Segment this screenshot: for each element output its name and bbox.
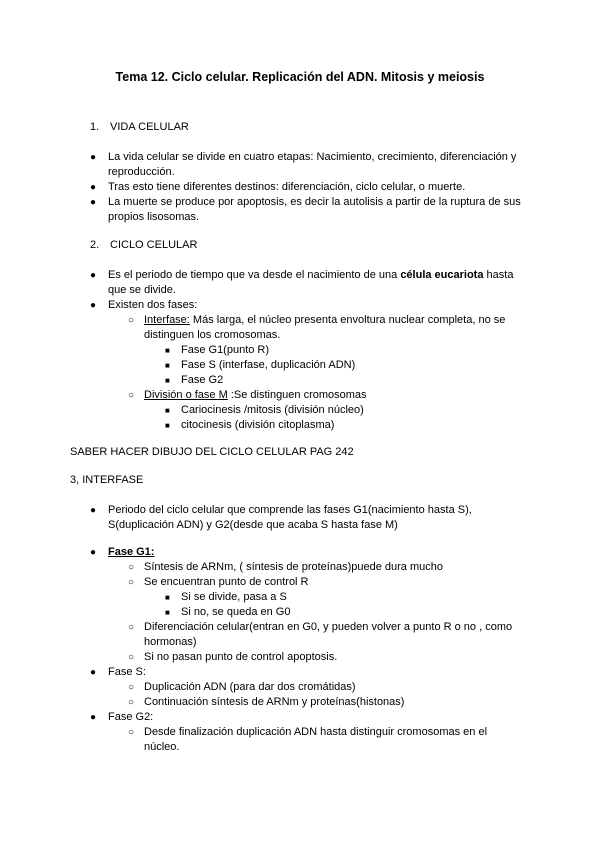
circle-bullet-icon: ○: [128, 562, 135, 573]
bullet-icon: ●: [90, 667, 97, 678]
list-item-fase-s: Fase S:: [108, 666, 146, 678]
square-bullet-icon: ■: [165, 346, 170, 355]
circle-bullet-icon: ○: [128, 697, 135, 708]
bullet-icon: ●: [90, 712, 97, 723]
sub-item: Duplicación ADN (para dar dos cromátidas): [144, 681, 356, 693]
sub-item: Diferenciación celular(entran en G0, y pueden volver a punto R o no , como: [144, 621, 513, 633]
text-run: Es el periodo de tiempo que va desde el nacimiento de una: [108, 269, 401, 281]
bullet-icon: ●: [90, 152, 97, 163]
sub-item: Si no pasan punto de control apoptosis.: [144, 651, 338, 663]
circle-bullet-icon: ○: [128, 622, 135, 633]
circle-bullet-icon: ○: [128, 682, 135, 693]
section-heading-ciclo-celular: [90, 238, 197, 253]
sub-item: [144, 313, 524, 328]
list-item: [108, 268, 538, 283]
square-bullet-icon: ■: [165, 361, 170, 370]
list-item-continuation: S(duplicación ADN) y G2(desde que acaba S hasta fase M): [108, 519, 398, 531]
bullet-icon: ●: [90, 197, 97, 208]
list-item-fase-g2: Fase G2:: [108, 711, 154, 723]
bullet-icon: ●: [90, 182, 97, 193]
list-item-fase-g1: Fase G1:: [108, 546, 155, 558]
list-item: Tras esto tiene diferentes destinos: diferenciación, ciclo celular, o muerte.: [108, 181, 466, 193]
sub-sub-item: citocinesis (división citoplasma): [181, 419, 335, 431]
square-bullet-icon: ■: [165, 376, 170, 385]
circle-bullet-icon: ○: [128, 727, 135, 738]
bullet-icon: ●: [90, 300, 97, 311]
list-item-continuation: reproducción.: [108, 166, 175, 178]
square-bullet-icon: ■: [165, 406, 170, 415]
sub-item-continuation: hormonas): [144, 636, 197, 648]
sub-item: Síntesis de ARNm, ( síntesis de proteínas)puede dura mucho: [144, 561, 443, 573]
page-title: Tema 12. Ciclo celular. Replicación del ADN. Mitosis y meiosis: [115, 70, 485, 84]
list-item-continuation: que se divide.: [108, 284, 176, 296]
square-bullet-icon: ■: [165, 593, 170, 602]
list-item: La muerte se produce por apoptosis, es decir la autolisis a partir de la ruptura de sus: [108, 196, 521, 208]
circle-bullet-icon: ○: [128, 577, 135, 588]
sub-sub-item: Fase G2: [181, 374, 224, 386]
square-bullet-icon: ■: [165, 608, 170, 617]
sub-item: [144, 388, 524, 403]
sub-sub-item: Fase S (interfase, duplicación ADN): [181, 359, 356, 371]
square-bullet-icon: ■: [165, 421, 170, 430]
list-item: Existen dos fases:: [108, 299, 198, 311]
text-run: Más larga, el núcleo presenta envoltura nuclear completa, no se: [189, 314, 506, 326]
sub-item: Desde finalización duplicación ADN hasta distinguir cromosomas en el: [144, 726, 488, 738]
sub-item: Se encuentran punto de control R: [144, 576, 309, 588]
sub-item: Continuación síntesis de ARNm y proteínas(histonas): [144, 696, 405, 708]
note-text: SABER HACER DIBUJO DEL CICLO CELULAR PAG 242: [70, 446, 354, 458]
section-number: 1.: [90, 121, 100, 133]
circle-bullet-icon: ○: [128, 315, 135, 326]
text-run: :Se distinguen cromosomas: [227, 389, 367, 401]
sub-sub-item: Fase G1(punto R): [181, 344, 270, 356]
sub-sub-item: Si no, se queda en G0: [181, 606, 291, 618]
sub-sub-item: Si se divide, pasa a S: [181, 591, 287, 603]
section-title: CICLO CELULAR: [110, 239, 198, 251]
underlined-term: Interfase:: [144, 314, 190, 326]
bullet-icon: ●: [90, 547, 97, 558]
section-heading-vida-celular: [90, 120, 189, 135]
list-item: La vida celular se divide en cuatro etapas: Nacimiento, crecimiento, diferenciación y: [108, 151, 517, 163]
sub-item-continuation: distinguen los cromosomas.: [144, 329, 281, 341]
section-heading-interfase: 3, INTERFASE: [70, 474, 144, 486]
bullet-icon: ●: [90, 270, 97, 281]
underlined-term: División o fase M: [144, 389, 228, 401]
bold-term: célula eucariota: [400, 269, 484, 281]
list-item-continuation: propios lisosomas.: [108, 211, 200, 223]
sub-sub-item: Cariocinesis /mitosis (división núcleo): [181, 404, 364, 416]
circle-bullet-icon: ○: [128, 390, 135, 401]
section-number: 2.: [90, 239, 100, 251]
circle-bullet-icon: ○: [128, 652, 135, 663]
text-run: hasta: [483, 269, 514, 281]
bullet-icon: ●: [90, 505, 97, 516]
list-item: Periodo del ciclo celular que comprende las fases G1(nacimiento hasta S),: [108, 504, 472, 516]
section-title: VIDA CELULAR: [110, 121, 189, 133]
sub-item-continuation: núcleo.: [144, 741, 180, 753]
